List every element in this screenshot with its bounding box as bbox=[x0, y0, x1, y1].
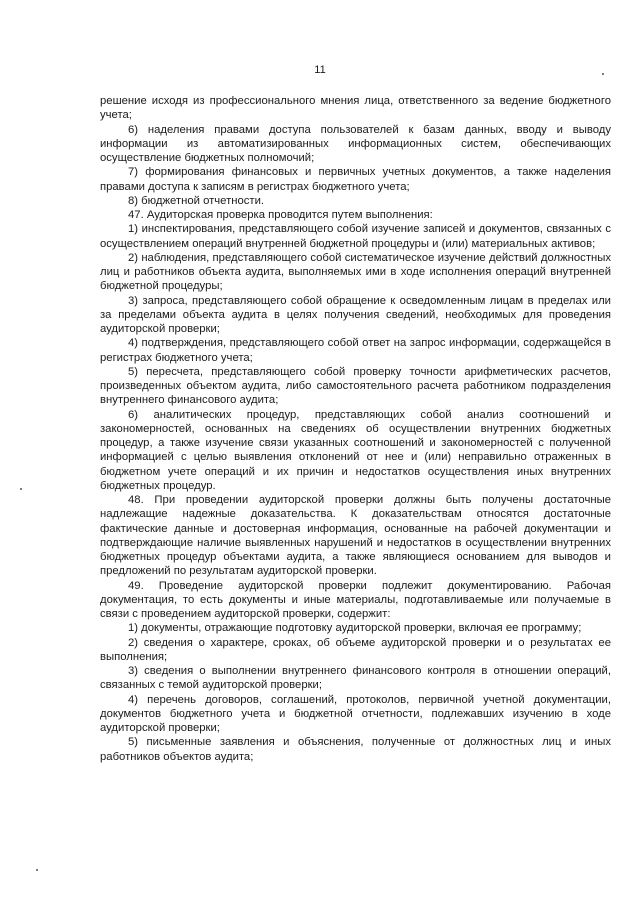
paragraph: решение исходя из профессионального мнения лица, ответственного за ведение бюджетного учета; bbox=[100, 95, 611, 122]
paragraph: 4) перечень договоров, соглашений, протоколов, первичной учетной документации, документов бюджетного учета и бюджетной отчетности, подлежавших изучению в ходе аудиторской проверки; bbox=[100, 693, 611, 734]
paragraph: 6) аналитических процедур, представляющих собой анализ соотношений и закономерностей, основанных на сведениях об осуществлении внутренних бюджетных процедур, а также изучение связи указанных соотношений и закономерностей с полученной информацией с целью выявления отклонений от нее и (или) неправильно отраженных в бюджетном учете операций и их причин и недостатков осуществления иных внутренних бюджетных процедур. bbox=[100, 408, 611, 492]
paragraph: 47. Аудиторская проверка проводится путем выполнения: bbox=[128, 209, 433, 221]
paragraph: 4) подтверждения, представляющего собой ответ на запрос информации, содержащейся в регистрах бюджетного учета; bbox=[100, 337, 611, 364]
paragraph: 1) документы, отражающие подготовку аудиторской проверки, включая ее программу; bbox=[128, 622, 582, 635]
paragraph: 49. Проведение аудиторской проверки подлежит документированию. Рабочая документация, то есть документы и иные материалы, подготавливаемые или получаемые в связи с проведением аудиторской проверки, содержит: bbox=[100, 579, 611, 620]
paragraph: 3) запроса, представляющего собой обращение к осведомленным лицам в пределах или за пределами объекта аудита в целях получения сведений, необходимых для проведения аудиторской проверки; bbox=[100, 294, 611, 335]
paragraph: 8) бюджетной отчетности. bbox=[128, 194, 265, 207]
paragraph: 6) наделения правами доступа пользователей к базам данных, вводу и выводу информации из автоматизированных информационных систем, обеспечивающих осуществление бюджетных полномочий; bbox=[100, 123, 611, 164]
scan-speck bbox=[602, 73, 604, 75]
paragraph: 7) формирования финансовых и первичных учетных документов, а также наделения правами доступа к записям в регистрах бюджетного учета; bbox=[100, 166, 611, 193]
paragraph: 2) сведения о характере, сроках, об объеме аудиторской проверки и о результатах ее выполнения; bbox=[100, 636, 611, 663]
page-number: 11 bbox=[314, 64, 326, 76]
paragraph: 3) сведения о выполнении внутреннего финансового контроля в отношении операций, связанных с темой аудиторской проверки; bbox=[100, 665, 611, 692]
body-text bbox=[100, 94, 611, 764]
paragraph: 48. При проведении аудиторской проверки должны быть получены достаточные надлежащие надежные доказательства. К доказательствам относятся достаточные фактические данные и достоверная информация, основанные на рабочей документации и подтверждающие наличие выявленных нарушений и недостатков в осуществлении внутренних бюджетных процедур объектами аудита, а также являющиеся основанием для выводов и предложений по результатам аудиторской проверки. bbox=[100, 494, 611, 578]
paragraph: 5) пересчета, представляющего собой проверку точности арифметических расчетов, произведенных объектом аудита, либо самостоятельного расчета работником подразделения внутреннего финансового аудита; bbox=[100, 365, 611, 407]
paragraph: 5) письменные заявления и объяснения, полученные от должностных лиц и иных работников объектов аудита; bbox=[100, 736, 611, 763]
paragraph: 2) наблюдения, представляющего собой систематическое изучение действий должностных лиц и работников объекта аудита, выполняемых ими в ходе исполнения операций внутренней бюджетной процедуры; bbox=[100, 251, 611, 293]
scan-speck bbox=[36, 869, 38, 871]
scan-speck bbox=[20, 488, 22, 490]
paragraph: 1) инспектирования, представляющего собой изучение записей и документов, связанных с осуществлением операций внутренней бюджетной процедуры и (или) материальных активов; bbox=[100, 223, 611, 250]
